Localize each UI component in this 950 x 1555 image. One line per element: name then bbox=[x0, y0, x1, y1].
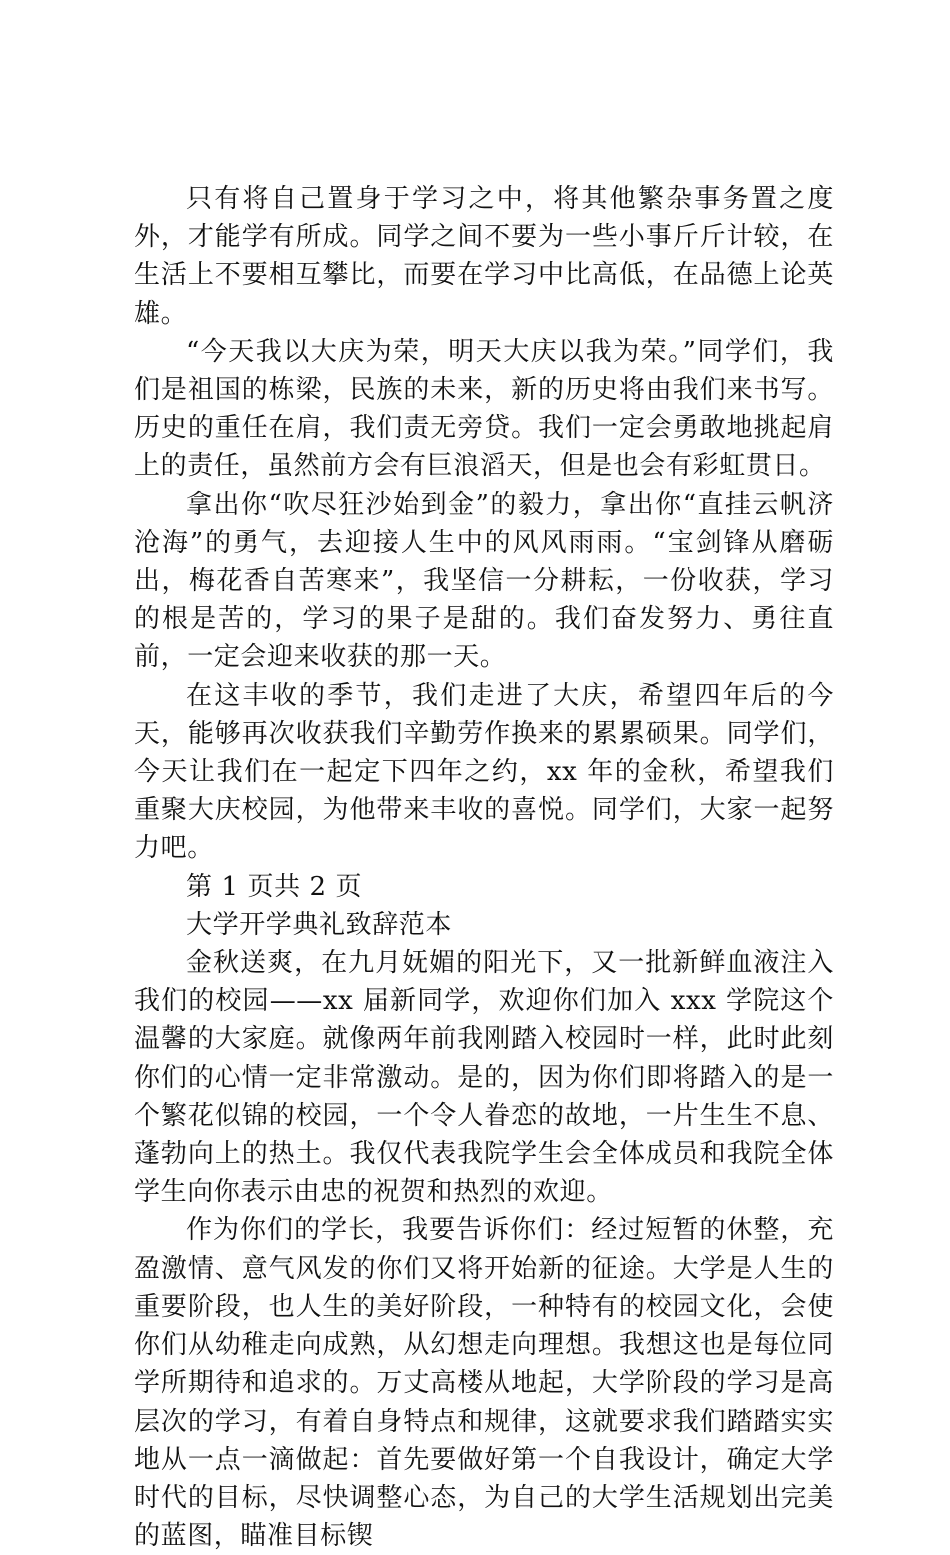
paragraph: 只有将自己置身于学习之中，将其他繁杂事务置之度外，才能学有所成。同学之间不要为一些小事斤斤计较，在生活上不要相互攀比，而要在学习中比高低，在品德上论英雄。 bbox=[134, 184, 834, 329]
document-title: 大学开学典礼致辞范本 bbox=[186, 909, 453, 940]
page-footer: 第 1 页共 2 页 bbox=[186, 871, 363, 902]
paragraph: 在这丰收的季节，我们走进了大庆，希望四年后的今天，能够再次收获我们辛勤劳作换来的累累硕果。同学们，今天让我们在一起定下四年之约，xx 年的金秋，希望我们重聚大庆校园，为他带来丰收的喜悦。同学们，大家一起努力吧。 bbox=[134, 680, 834, 864]
paragraph: 作为你们的学长，我要告诉你们：经过短暂的休整，充盈激情、意气风发的你们又将开始新的征途。大学是人生的重要阶段，也人生的美好阶段，一种特有的校园文化，会使你们从幼稚走向成熟，从幻想走向理想。我想这也是每位同学所期待和追求的。万丈高楼从地起，大学阶段的学习是高层次的学习，有着自身特点和规律，这就要求我们踏踏实实地从一点一滴做起：首先要做好第一个自我设计，确定大学时代的目标，尽快调整心态，为自己的大学生活规划出完美的蓝图，瞄准目标锲 bbox=[134, 1215, 834, 1552]
paragraph: “今天我以大庆为荣，明天大庆以我为荣。”同学们，我们是祖国的栋梁，民族的未来，新的历史将由我们来书写。历史的重任在肩，我们责无旁贷。我们一定会勇敢地挑起肩上的责任，虽然前方会有巨浪滔天，但是也会有彩虹贯日。 bbox=[134, 336, 834, 482]
paragraph: 金秋送爽，在九月妩媚的阳光下，又一批新鲜血液注入我们的校园——xx 届新同学，欢迎你们加入 xxx 学院这个温馨的大家庭。就像两年前我刚踏入校园时一样，此时此刻你们的心情一定非常激动。是的，因为你们即将踏入的是一个繁花似锦的校园，一个令人眷恋的故地，一片生生不息、蓬勃向上的热土。我仅代表我院学生会全体成员和我院全体学生向你表示由忠的祝贺和热烈的欢迎。 bbox=[134, 948, 834, 1208]
document-body bbox=[134, 180, 834, 1555]
paragraph: 拿出你“吹尽狂沙始到金”的毅力，拿出你“直挂云帆济沧海”的勇气，去迎接人生中的风风雨雨。“宝剑锋从磨砺出，梅花香自苦寒来”，我坚信一分耕耘，一份收获，学习的根是苦的，学习的果子是甜的。我们奋发努力、勇往直前，一定会迎来收获的那一天。 bbox=[134, 489, 834, 673]
